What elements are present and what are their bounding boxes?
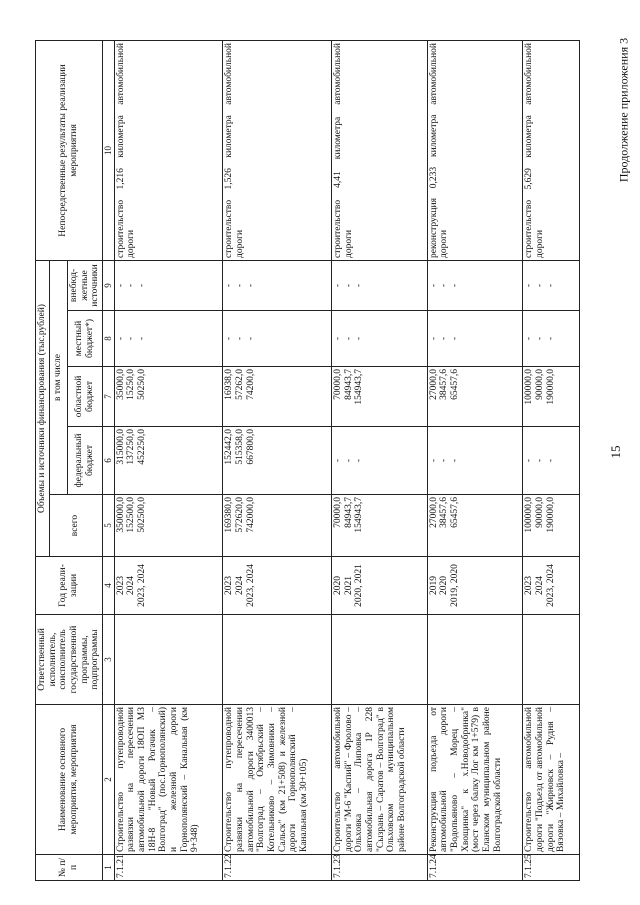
row-regional: 16938,0 57262,0 74200,0 bbox=[223, 367, 332, 427]
row-years: 2023 2024 2023, 2024 bbox=[223, 557, 332, 615]
row-number: 7.1.23 bbox=[332, 855, 428, 881]
column-number: 6 bbox=[102, 427, 114, 495]
row-number: 7.1.24 bbox=[427, 855, 523, 881]
row-years: 2023 2024 2023, 2024 bbox=[114, 557, 223, 615]
row-number: 7.1.22 bbox=[223, 855, 332, 881]
header-including: в том числе bbox=[49, 260, 67, 494]
row-years: 2019 2020 2019, 2020 bbox=[427, 557, 523, 615]
column-number: 9 bbox=[102, 260, 114, 310]
table-row bbox=[427, 40, 523, 880]
row-total: 27000,0 38457,6 65457,6 bbox=[427, 495, 523, 557]
row-name: Строительство автомобильной дороги "М-6 "Каспий" – Фролово – Ольховка – Липовка – автомобильная дорога 1Р 228 "Сызрань – Саратов – Волгоград" в Ольховском муниципальном районе Волгоградской области bbox=[332, 705, 428, 855]
page-number: 15 bbox=[608, 445, 623, 459]
row-result: строительство 1,526 километра автомобильной дороги bbox=[223, 40, 332, 260]
row-result: строительство 5,629 километра автомобильной дороги bbox=[523, 40, 579, 260]
row-name: Строительство путепроводной развязки на пересечении автомобильной дороги 18ОП МЗ 18Н-8 "Новый Рогачик – Волгоград" (пос.Горнополянский) и железной дороги Горнополянский – Канальная (км 9+348) bbox=[114, 705, 223, 855]
row-total: 100000,0 90000,0 190000,0 bbox=[523, 495, 579, 557]
row-total: 70000,0 84943,7 154943,7 bbox=[332, 495, 428, 557]
financing-table bbox=[35, 40, 580, 881]
row-executor bbox=[223, 615, 332, 705]
row-result: реконструкция 0,233 километра автомобильной дороги bbox=[427, 40, 523, 260]
column-numbers-row bbox=[102, 40, 114, 880]
row-result: строительство 4,41 километра автомобильной дороги bbox=[332, 40, 428, 260]
header-extrabudget: внебюд-жетные источники bbox=[67, 260, 102, 310]
row-extrabudget: - - - bbox=[523, 260, 579, 310]
row-extrabudget: - - - bbox=[427, 260, 523, 310]
header-federal: федеральный бюджет bbox=[67, 427, 102, 495]
row-regional: 27000,0 38457,6 65457,6 bbox=[427, 367, 523, 427]
header-local: местный бюджет*) bbox=[67, 311, 102, 367]
table-row bbox=[332, 40, 428, 880]
header-result: Непосредственные результаты реализации мероприятия bbox=[36, 40, 103, 260]
row-regional: 35000,0 15250,0 50250,0 bbox=[114, 367, 223, 427]
row-federal: - - - bbox=[332, 427, 428, 495]
row-executor bbox=[427, 615, 523, 705]
row-years: 2023 2024 2023, 2024 bbox=[523, 557, 579, 615]
row-name: Реконструкция подъезда от автомобильной дороги "Водопьяново – Морец – Хвощинка" к х.Новодобринка" (мост через балку Лог км 1+579) в Еланском муниципальном районе Волгоградской области bbox=[427, 705, 523, 855]
row-executor bbox=[523, 615, 579, 705]
column-number: 5 bbox=[102, 495, 114, 557]
header-total: всего bbox=[49, 495, 102, 557]
header-year: Год реали-зации bbox=[36, 557, 103, 615]
row-regional: 100000,0 90000,0 190000,0 bbox=[523, 367, 579, 427]
row-number: 7.1.25 bbox=[523, 855, 579, 881]
row-federal: - - - bbox=[523, 427, 579, 495]
row-local: - - - bbox=[223, 311, 332, 367]
row-extrabudget: - - - bbox=[114, 260, 223, 310]
row-extrabudget: - - - bbox=[332, 260, 428, 310]
row-federal: 315000,0 137250,0 452250,0 bbox=[114, 427, 223, 495]
row-local: - - - bbox=[427, 311, 523, 367]
row-local: - - - bbox=[523, 311, 579, 367]
header-finance: Объемы и источники финансирования (тыс.рублей) bbox=[36, 260, 50, 556]
row-number: 7.1.21 bbox=[114, 855, 223, 881]
row-name: Строительство автомобильной дороги "Подъезд от автомобильной дороги "Жирновск – Рудня – Вязовка – Михайловка – bbox=[523, 705, 579, 855]
header-executor: Ответственный исполнитель, соисполнитель государственной программы, подпрограммы bbox=[36, 615, 103, 705]
row-executor bbox=[332, 615, 428, 705]
row-regional: 70000,0 84943,7 154943,7 bbox=[332, 367, 428, 427]
table-row bbox=[523, 40, 579, 880]
column-number: 2 bbox=[102, 705, 114, 855]
row-local: - - - bbox=[332, 311, 428, 367]
financing-table-rotated bbox=[35, 41, 575, 881]
column-number: 7 bbox=[102, 367, 114, 427]
column-number: 8 bbox=[102, 311, 114, 367]
header-number: № п/п bbox=[36, 855, 103, 881]
row-extrabudget: - - - bbox=[223, 260, 332, 310]
column-number: 3 bbox=[102, 615, 114, 705]
row-executor bbox=[114, 615, 223, 705]
header-name: Наименование основного мероприятия, мероприятия bbox=[36, 705, 103, 855]
row-total: 350000,0 152500,0 502500,0 bbox=[114, 495, 223, 557]
row-federal: 152442,0 515358,0 667800,0 bbox=[223, 427, 332, 495]
row-name: Строительство путепроводной развязки на пересечении автомобильной дороги 3400013 "Волгоград – Октябрьский – Котельниково – Зимовники – Сальск" (км 21+508) и железной дороги Горнополянский – Канальная (км 30+105) bbox=[223, 705, 332, 855]
row-local: - - - bbox=[114, 311, 223, 367]
column-number: 1 bbox=[102, 855, 114, 881]
row-years: 2020 2021 2020, 2021 bbox=[332, 557, 428, 615]
table-row bbox=[114, 40, 223, 880]
continuation-title: Продолжение приложения 3 bbox=[616, 37, 631, 183]
row-result: строительство 1,216 километра автомобильной дороги bbox=[114, 40, 223, 260]
row-federal: - - - bbox=[427, 427, 523, 495]
table-row bbox=[223, 40, 332, 880]
column-number: 4 bbox=[102, 557, 114, 615]
row-total: 169380,0 572620,0 742000,0 bbox=[223, 495, 332, 557]
header-regional: областной бюджет bbox=[67, 367, 102, 427]
column-number: 10 bbox=[102, 40, 114, 260]
